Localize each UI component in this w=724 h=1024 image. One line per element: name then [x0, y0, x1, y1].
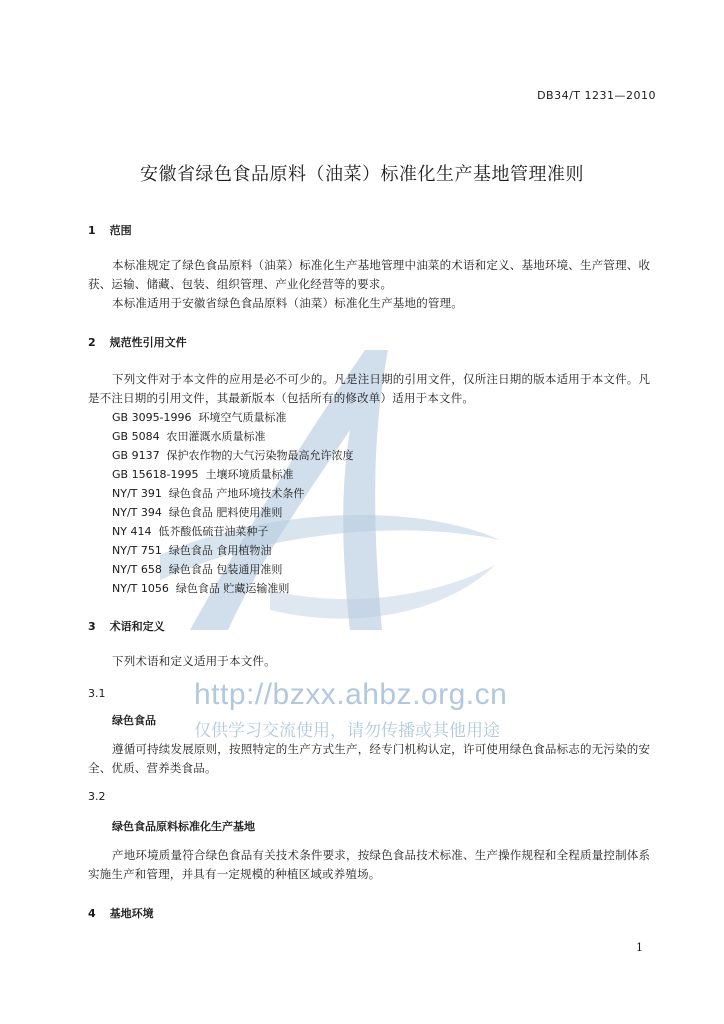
- reference-item: NY/T 391 绿色食品 产地环境技术条件: [112, 487, 305, 500]
- reference-item: NY/T 658 绿色食品 包装通用准则: [112, 563, 283, 576]
- section-3-number: 3: [88, 620, 96, 633]
- section-4-title: 基地环境: [109, 907, 154, 920]
- reference-item: NY/T 394 绿色食品 肥料使用准则: [112, 506, 283, 519]
- term-3-1-number: 3.1: [88, 687, 106, 700]
- section-1-paragraph-2: 本标准适用于安徽省绿色食品原料（油菜）标准化生产基地的管理。: [112, 296, 463, 310]
- section-2-title: 规范性引用文件: [109, 336, 187, 349]
- reference-list: [112, 408, 354, 598]
- document-title: 安徽省绿色食品原料（油菜）标准化生产基地管理准则: [140, 164, 584, 185]
- section-1-paragraph-1: 本标准规定了绿色食品原料（油菜）标准化生产基地管理中油菜的术语和定义、基地环境、生产管理、收获、运输、储藏、包装、组织管理、产业化经营等的要求。: [88, 258, 651, 291]
- section-2-intro: 下列文件对于本文件的应用是必不可少的。凡是注日期的引用文件，仅所注日期的版本适用于本文件。凡是不注日期的引用文件，其最新版本（包括所有的修改单）适用于本文件。: [88, 372, 651, 405]
- standard-code: DB34/T 1231—2010: [537, 89, 656, 102]
- section-3-intro: 下列术语和定义适用于本文件。: [112, 654, 276, 668]
- section-1-title: 范围: [109, 224, 132, 237]
- section-2-heading: [88, 334, 187, 350]
- section-4-number: 4: [88, 907, 96, 920]
- reference-item: GB 9137 保护农作物的大气污染物最高允许浓度: [112, 449, 354, 462]
- term-3-1-name: 绿色食品: [112, 714, 156, 727]
- reference-item: NY 414 低芥酸低硫苷油菜种子: [112, 525, 269, 538]
- section-4-heading: [88, 905, 154, 921]
- reference-item: GB 5084 农田灌溉水质量标准: [112, 430, 266, 443]
- section-1-number: 1: [88, 224, 96, 237]
- section-3-title: 术语和定义: [109, 620, 165, 633]
- section-3-heading: [88, 618, 165, 634]
- reference-item: GB 3095-1996 环境空气质量标准: [112, 411, 287, 424]
- watermark-url: http://bzxx.ahbz.org.cn: [194, 678, 508, 711]
- term-3-1-definition: 遵循可持续发展原则，按照特定的生产方式生产，经专门机构认定，许可使用绿色食品标志的无污染的安全、优质、营养类食品。: [88, 742, 651, 775]
- term-3-2-name: 绿色食品原料标准化生产基地: [112, 820, 255, 833]
- section-2-number: 2: [88, 336, 96, 349]
- reference-item: NY/T 751 绿色食品 食用植物油: [112, 544, 272, 557]
- term-3-2-definition: 产地环境质量符合绿色食品有关技术条件要求，按绿色食品技术标准、生产操作规程和全程质量控制体系实施生产和管理，并具有一定规模的种植区域或养殖场。: [88, 848, 651, 881]
- section-1-heading: [88, 222, 132, 238]
- reference-item: GB 15618-1995 土壤环境质量标准: [112, 468, 294, 481]
- watermark-note: 仅供学习交流使用，请勿传播或其他用途: [194, 721, 500, 741]
- reference-item: NY/T 1056 绿色食品 贮藏运输准则: [112, 582, 290, 595]
- page-number: 1: [636, 941, 643, 954]
- term-3-2-number: 3.2: [88, 790, 106, 803]
